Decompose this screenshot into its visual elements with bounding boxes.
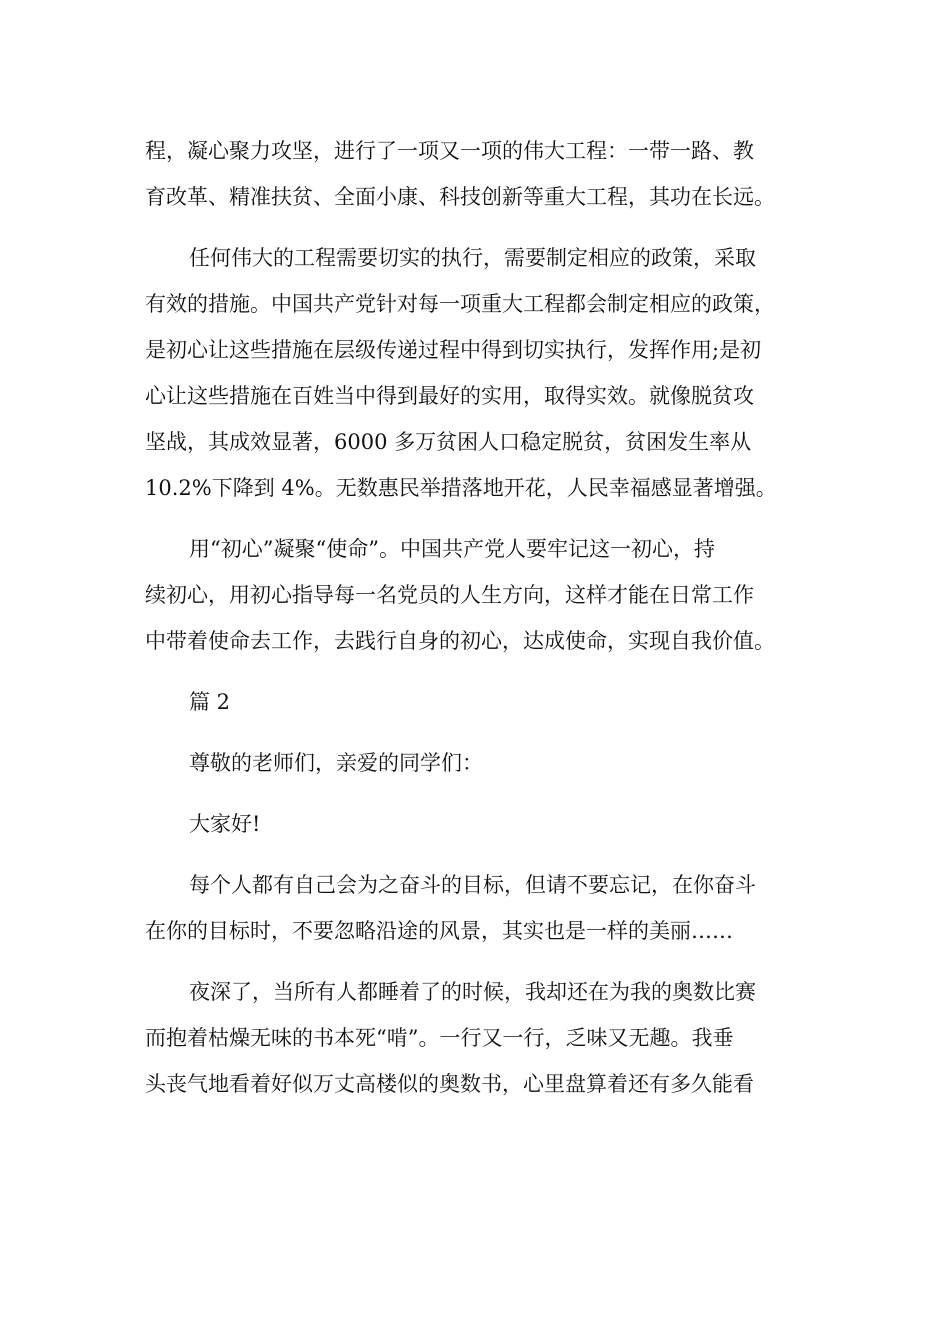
- paragraph: [145, 862, 805, 954]
- text-line: 有效的措施。中国共产党针对每一项重大工程都会制定相应的政策，: [145, 292, 775, 316]
- text-line: 夜深了，当所有人都睡着了的时候，我却还在为我的奥数比赛: [189, 980, 756, 1004]
- text-line: 篇 2: [189, 690, 231, 714]
- text-line: 在你的目标时，不要忽略沿途的风景，其实也是一样的美丽……: [145, 919, 733, 943]
- paragraph: [145, 969, 805, 1107]
- paragraph: [145, 128, 805, 220]
- text-line: 而抱着枯燥无味的书本死“啃”。一行又一行，乏味又无趣。我垂: [145, 1026, 734, 1050]
- text-line: 是初心让这些措施在层级传递过程中得到切实执行，发挥作用;是初: [145, 338, 762, 362]
- paragraph: [145, 679, 805, 725]
- paragraph-spacing: [145, 664, 805, 679]
- paragraph-spacing: [145, 847, 805, 862]
- text-line: 10.2%下降到 4%。无数惠民举措落地开花，人民幸福感显著增强。: [145, 476, 777, 500]
- text-line: 大家好!: [189, 812, 261, 836]
- paragraph: [145, 740, 805, 786]
- text-line: 心让这些措施在百姓当中得到最好的实用，取得实效。就像脱贫攻: [145, 384, 754, 408]
- paragraph-spacing: [145, 954, 805, 969]
- text-line: 中带着使命去工作，去践行自身的初心，达成使命，实现自我价值。: [145, 629, 775, 653]
- paragraph: [145, 526, 805, 664]
- paragraph-spacing: [145, 511, 805, 526]
- text-line: 尊敬的老师们，亲爱的同学们：: [189, 751, 483, 775]
- text-line: 坚战，其成效显著，6000 多万贫困人口稳定脱贫，贫困发生率从: [145, 430, 752, 454]
- text-line: 每个人都有自己会为之奋斗的目标，但请不要忘记，在你奋斗: [189, 873, 756, 897]
- paragraph: [145, 235, 805, 511]
- text-line: 育改革、精准扶贫、全面小康、科技创新等重大工程，其功在长远。: [145, 185, 775, 209]
- paragraph-spacing: [145, 220, 805, 235]
- paragraph-spacing: [145, 786, 805, 801]
- text-line: 用“初心”凝聚“使命”。中国共产党人要牢记这一初心，持: [189, 537, 715, 561]
- text-line: 续初心，用初心指导每一名党员的人生方向，这样才能在日常工作: [145, 583, 754, 607]
- text-line: 头丧气地看着好似万丈高楼似的奥数书，心里盘算着还有多久能看: [145, 1072, 754, 1096]
- text-line: 程，凝心聚力攻坚，进行了一项又一项的伟大工程：一带一路、教: [145, 139, 754, 163]
- paragraph: [145, 801, 805, 847]
- document-body: [145, 128, 805, 1107]
- paragraph-spacing: [145, 725, 805, 740]
- text-line: 任何伟大的工程需要切实的执行，需要制定相应的政策，采取: [189, 246, 756, 270]
